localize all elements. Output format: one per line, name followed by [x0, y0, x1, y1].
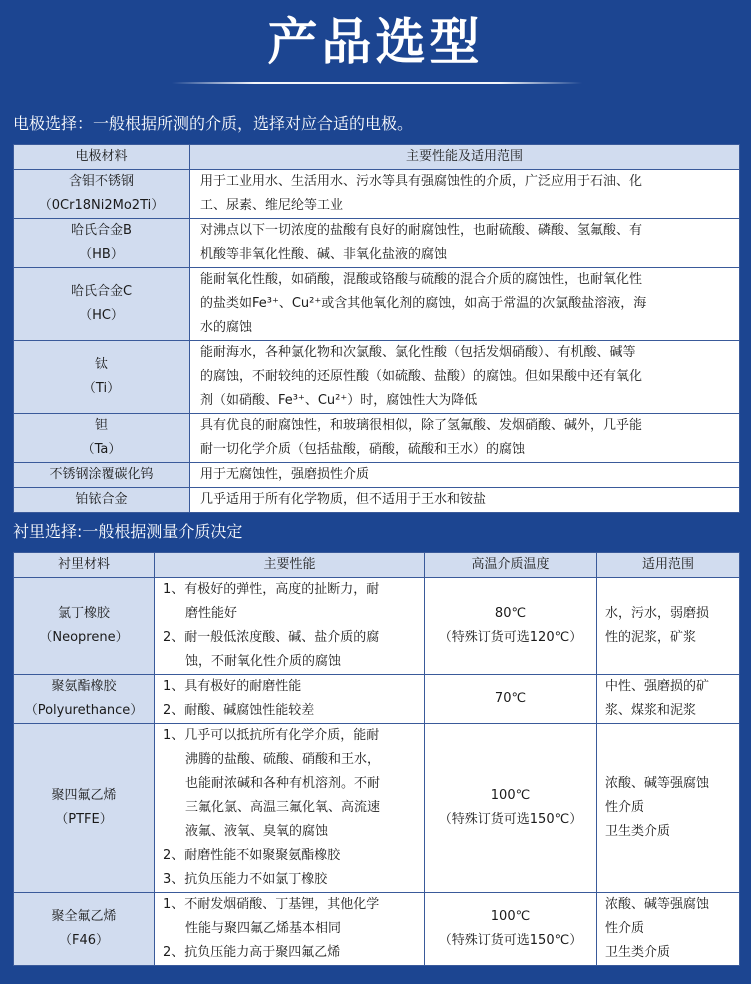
electrode-section-heading: 电极选择：一般根据所测的介质，选择对应合适的电极。: [13, 114, 414, 133]
material-name-line: 聚氨酯橡胶: [51, 679, 117, 694]
lining-material-cell: [14, 893, 155, 966]
electrode-header-performance: 主要性能及适用范围: [190, 145, 740, 170]
range-line: 中性、强磨损的矿: [605, 679, 710, 694]
material-name-line: 钛: [94, 357, 108, 372]
performance-line: 2、耐磨性能不如聚聚氨酯橡胶: [163, 848, 341, 863]
electrode-material-cell: [14, 219, 190, 268]
performance-line: 2、抗负压能力高于聚四氟乙烯: [163, 945, 341, 960]
table-row: [14, 170, 740, 219]
lining-temperature-cell: [425, 724, 597, 893]
material-name-line: 氯丁橡胶: [57, 606, 110, 621]
description-line: 用于工业用水、生活用水、污水等具有强腐蚀性的介质，广泛应用于石油、化: [200, 174, 643, 189]
material-name-line: （HB）: [79, 247, 124, 262]
electrode-description-cell: [190, 414, 740, 463]
electrode-table: [13, 144, 740, 513]
description-line: 几乎适用于所有化学物质，但不适用于王水和铵盐: [200, 492, 487, 507]
lining-material-cell: [14, 724, 155, 893]
lining-section-heading: 衬里选择:一般根据测量介质决定: [13, 522, 243, 541]
performance-line: 沸腾的盐酸、硫酸、硝酸和王水，: [185, 752, 381, 767]
table-row: [14, 414, 740, 463]
range-line: 性的泥浆，矿浆: [605, 630, 697, 645]
performance-line: 液氟、液氧、臭氧的腐蚀: [185, 824, 329, 839]
electrode-material-cell: [14, 268, 190, 341]
electrode-material-cell: [14, 341, 190, 414]
electrode-material-cell: [14, 488, 190, 513]
temperature-line: 100℃: [490, 909, 531, 924]
lining-performance-cell: [155, 578, 425, 675]
temperature-line: （特殊订货可选120℃）: [438, 630, 583, 645]
material-name-line: 聚全氟乙烯: [51, 909, 117, 924]
lining-temperature-cell: [425, 675, 597, 724]
material-name-line: （Ti）: [82, 381, 121, 396]
material-name-line: 哈氏合金B: [71, 223, 132, 238]
electrode-header-material: 电极材料: [14, 145, 190, 170]
electrode-description-cell: [190, 219, 740, 268]
range-line: 浓酸、碱等强腐蚀: [605, 897, 710, 912]
description-line: 对沸点以下一切浓度的盐酸有良好的耐腐蚀性，也耐硫酸、磷酸、氢氟酸、有: [200, 223, 643, 238]
performance-line: 三氟化氯、高温三氟化氧、高流速: [185, 800, 381, 815]
material-name-line: （Neoprene）: [39, 630, 129, 645]
table-row: [14, 219, 740, 268]
table-row: [14, 488, 740, 513]
material-name-line: 聚四氟乙烯: [51, 788, 117, 803]
performance-line: 蚀，不耐氧化性介质的腐蚀: [185, 654, 342, 669]
performance-line: 1、不耐发烟硝酸、丁基锂，其他化学: [163, 897, 380, 912]
material-name-line: （HC）: [79, 308, 124, 323]
lining-material-cell: [14, 675, 155, 724]
description-line: 用于无腐蚀性，强磨损性介质: [200, 467, 370, 482]
material-name-line: （F46）: [58, 933, 110, 948]
lining-material-cell: [14, 578, 155, 675]
lining-performance-cell: [155, 675, 425, 724]
performance-line: 1、具有极好的耐磨性能: [163, 679, 302, 694]
temperature-line: （特殊订货可选150℃）: [438, 933, 583, 948]
range-line: 性介质: [605, 800, 645, 815]
electrode-material-cell: [14, 170, 190, 219]
lining-header-range: 适用范围: [597, 553, 740, 578]
lining-temperature-cell: [425, 893, 597, 966]
description-line: 剂（如硝酸、Fe³⁺、Cu²⁺）时，腐蚀性大为降低: [200, 393, 478, 408]
performance-line: 1、有极好的弹性，高度的扯断力，耐: [163, 582, 380, 597]
range-line: 浆、煤浆和泥浆: [605, 703, 697, 718]
table-row: [14, 578, 740, 675]
performance-line: 磨性能好: [185, 606, 238, 621]
material-name-line: 含钼不锈钢: [68, 174, 134, 189]
range-line: 性介质: [605, 921, 645, 936]
material-name-line: （PTFE）: [55, 812, 113, 827]
table-row: [14, 463, 740, 488]
lining-header-material: 衬里材料: [14, 553, 155, 578]
range-line: 浓酸、碱等强腐蚀: [605, 776, 710, 791]
performance-line: 1、几乎可以抵抗所有化学介质，能耐: [163, 728, 380, 743]
range-line: 卫生类介质: [605, 945, 671, 960]
page-title: 产品选型: [267, 13, 484, 71]
description-line: 能耐氧化性酸，如硝酸，混酸或铬酸与硫酸的混合介质的腐蚀性，也耐氧化性: [200, 272, 643, 287]
lining-header-performance: 主要性能: [155, 553, 425, 578]
performance-line: 性能与聚四氟乙烯基本相同: [185, 921, 342, 936]
table-row: [14, 675, 740, 724]
performance-line: 也能耐浓碱和各种有机溶剂。不耐: [185, 776, 381, 791]
material-name-line: 铂铱合金: [75, 492, 128, 507]
lining-range-cell: [597, 893, 740, 966]
description-line: 耐一切化学介质（包括盐酸，硝酸，硫酸和王水）的腐蚀: [200, 442, 526, 457]
lining-performance-cell: [155, 893, 425, 966]
temperature-line: 80℃: [494, 606, 527, 621]
description-line: 能耐海水，各种氯化物和次氯酸、氯化性酸（包括发烟硝酸）、有机酸、碱等: [200, 345, 636, 360]
temperature-line: 70℃: [494, 691, 527, 706]
electrode-description-cell: [190, 170, 740, 219]
material-name-line: 钽: [94, 418, 108, 433]
description-line: 的腐蚀，不耐较纯的还原性酸（如硫酸、盐酸）的腐蚀。但如果酸中还有氧化: [200, 369, 643, 384]
material-name-line: （Ta）: [81, 442, 122, 457]
electrode-description-cell: [190, 463, 740, 488]
title-underline: [172, 82, 582, 84]
electrode-material-cell: [14, 463, 190, 488]
temperature-line: （特殊订货可选150℃）: [438, 812, 583, 827]
range-line: 卫生类介质: [605, 824, 671, 839]
description-line: 机酸等非氧化性酸、碱、非氧化盐液的腐蚀: [200, 247, 448, 262]
description-line: 工、尿素、维尼纶等工业: [200, 198, 344, 213]
electrode-description-cell: [190, 341, 740, 414]
table-row: [14, 893, 740, 966]
lining-range-cell: [597, 724, 740, 893]
lining-performance-cell: [155, 724, 425, 893]
performance-line: 2、耐一般低浓度酸、碱、盐介质的腐: [163, 630, 380, 645]
table-row: [14, 724, 740, 893]
description-line: 水的腐蚀: [200, 320, 253, 335]
range-line: 水，污水，弱磨损: [605, 606, 710, 621]
description-line: 具有优良的耐腐蚀性，和玻璃很相似，除了氢氟酸、发烟硝酸、碱外，几乎能: [200, 418, 643, 433]
electrode-material-cell: [14, 414, 190, 463]
table-row: [14, 268, 740, 341]
lining-table: [13, 552, 740, 966]
lining-range-cell: [597, 578, 740, 675]
lining-header-temperature: 高温介质温度: [425, 553, 597, 578]
electrode-description-cell: [190, 268, 740, 341]
electrode-description-cell: [190, 488, 740, 513]
performance-line: 3、抗负压能力不如氯丁橡胶: [163, 872, 328, 887]
material-name-line: （Polyurethance）: [24, 703, 144, 718]
table-row: [14, 341, 740, 414]
material-name-line: 哈氏合金C: [70, 284, 133, 299]
description-line: 的盐类如Fe³⁺、Cu²⁺或含其他氧化剂的腐蚀，如高于常温的次氯酸盐溶液，海: [200, 296, 647, 311]
material-name-line: 不锈钢涂覆碳化钨: [49, 467, 154, 482]
material-name-line: （0Cr18Ni2Mo2Ti）: [38, 198, 165, 213]
lining-range-cell: [597, 675, 740, 724]
lining-temperature-cell: [425, 578, 597, 675]
temperature-line: 100℃: [490, 788, 531, 803]
performance-line: 2、耐酸、碱腐蚀性能较差: [163, 703, 315, 718]
